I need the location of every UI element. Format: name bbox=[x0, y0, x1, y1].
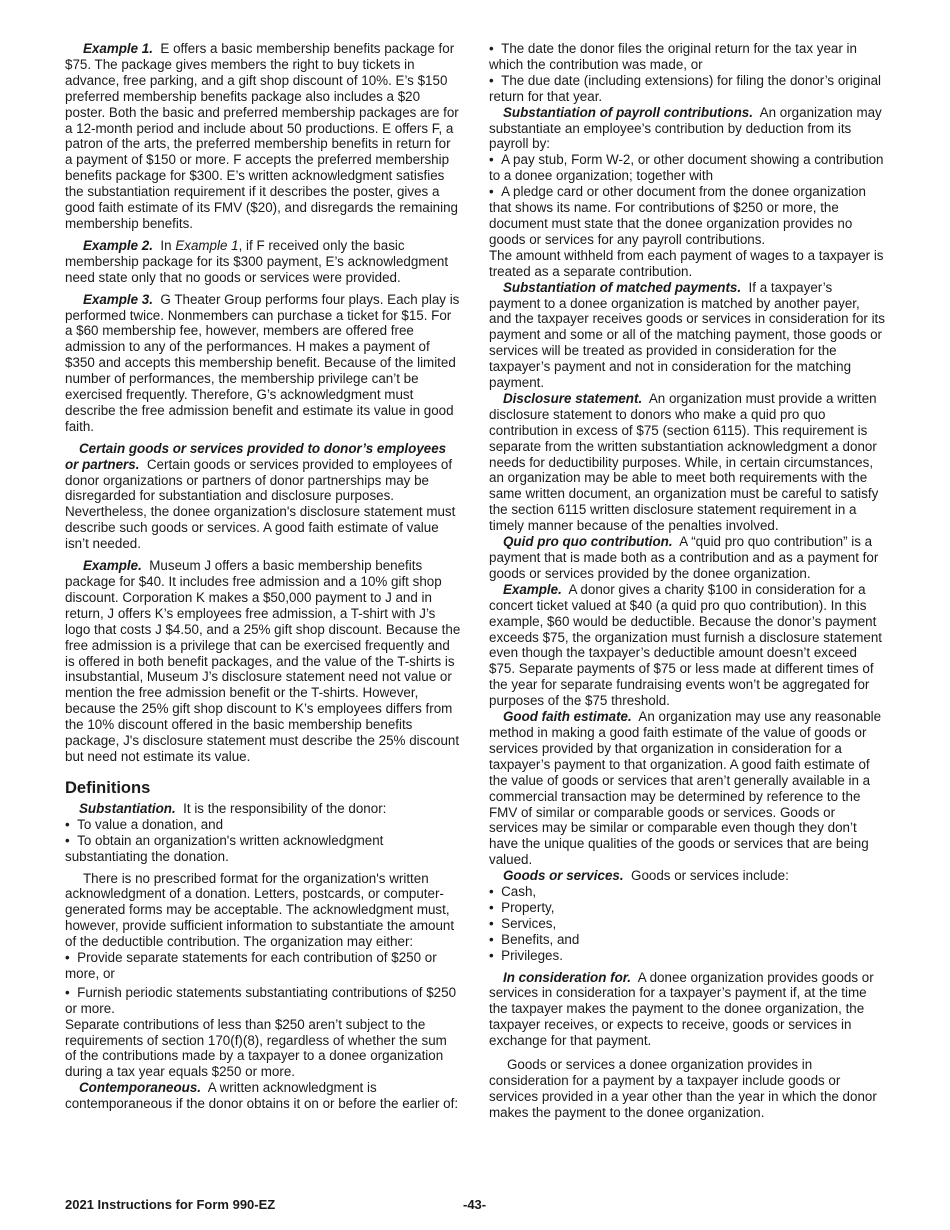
example-2-post: , if F received only the basic membership package for its $300 payment, E’s acknowledgment need state only that no goods or services were provided. bbox=[65, 237, 449, 285]
matched-payments-paragraph bbox=[489, 280, 885, 391]
quid-pro-quo-paragraph bbox=[489, 534, 885, 582]
bullet-icon: • bbox=[65, 816, 78, 832]
good-faith-paragraph bbox=[489, 709, 885, 868]
museum-example-body: Museum J offers a basic membership benefits package for $40. It includes free admission and a 10% gift shop discount. Corporation K makes a $50,000 payment to J and in return, J offers K’s employees free admission, a T-shirt with J’s logo that costs J $4.50, and a 25% gift shop discount. Because the free admission is a privilege that can be exercised frequently and is offered in both benefit packages, and the value of the T-shirts is insubstantial, Museum J’s disclosure statement need not value or mention the free admission benefit or the T-shirts. However, because the 25% gift shop discount to K’s employees differs from the 10% discount offered in the basic membership benefits package, J's disclosure statement must describe the 25% discount but need not estimate its value. bbox=[65, 558, 461, 764]
museum-example-paragraph bbox=[65, 558, 461, 765]
consideration-label: In consideration for. bbox=[503, 969, 631, 985]
bullet-icon: • bbox=[489, 184, 502, 200]
right-column bbox=[489, 41, 885, 1121]
bullet-text: The date the donor files the original return for the tax year in which the contribution was made, or bbox=[489, 41, 857, 72]
list-item bbox=[489, 900, 885, 916]
matched-payments-label: Substantiation of matched payments. bbox=[503, 279, 742, 295]
certain-goods-label: Certain goods or services provided to donor’s employees or partners. bbox=[65, 440, 447, 472]
example-3-body: G Theater Group performs four plays. Each play is performed twice. Nonmembers can purchase a ticket for $15. For a $60 membership fee, however, members are offered free admission to any of the performances. H makes a payment of $350 and accepts this membership benefit. Because of the limited number of performances, the membership privilege can’t be exercised frequently. Therefore, G’s acknowledgment must describe the free admission benefit and estimate its value in good faith. bbox=[65, 291, 460, 434]
bullet-icon: • bbox=[489, 915, 502, 931]
bullet-item bbox=[489, 73, 885, 105]
good-faith-body: An organization may use any reasonable method in making a good faith estimate of the value of goods or services provided by that organization in consideration for a taxpayer’s payment to that organization. A good faith estimate of the value of goods or services that aren’t generally available in a commercial transaction may be determined by reference to the FMV of similar or comparable goods or services. Goods or services may be similar or comparable even though they don’t have the unique qualities of the goods or services that are being valued. bbox=[489, 709, 882, 868]
consideration-body: A donee organization provides goods or services in consideration for a taxpayer’s payment if, at the time the taxpayer makes the payment to the donee organization, the taxpayer receives, or expects to receive, goods or services in exchange for that payment. bbox=[489, 969, 874, 1049]
payroll-paragraph bbox=[489, 105, 885, 153]
bullet-item bbox=[65, 950, 461, 982]
consideration-paragraph bbox=[489, 970, 885, 1050]
quid-pro-quo-label: Quid pro quo contribution. bbox=[503, 534, 673, 550]
disclosure-label: Disclosure statement. bbox=[503, 390, 643, 406]
goods-services-body: Goods or services include: bbox=[631, 868, 789, 884]
bullet-icon: • bbox=[489, 947, 502, 963]
example-1-body: E offers a basic membership benefits package for $75. The package gives members the right to buy tickets in advance, free parking, and a gift shop discount of 10%. E’s $150 preferred membership benefits package also includes a $20 poster. Both the basic and preferred membership packages are for a 12-month period and include about 50 productions. E offers F, a patron of the arts, the preferred membership benefits in return for a payment of $150 or more. F accepts the preferred membership benefits package for $300. E’s written acknowledgment satisfies the substantiation requirement if it describes the poster, gives a good faith estimate of its FMV ($20), and disregards the remaining membership benefits. bbox=[65, 41, 459, 231]
museum-example-label: Example. bbox=[83, 558, 142, 574]
certain-goods-body: Certain goods or services provided to employees of donor organizations or partners of donor partnerships may be disregarded for substantiation and disclosure purposes. Nevertheless, the donee organization's disclosure statement must describe such goods or services. A good faith estimate of value isn’t needed. bbox=[65, 456, 456, 552]
bullet-text: To obtain an organization's written acknowledgment substantiating the donation. bbox=[65, 832, 384, 864]
concert-example-label: Example. bbox=[503, 581, 562, 597]
bullet-item bbox=[65, 817, 461, 833]
concert-example-body: A donor gives a charity $100 in consideration for a concert ticket valued at $40 (a quid pro quo contribution). In this example, $60 would be deductible. Because the donor’s payment exceeds $75, the organization must furnish a disclosure statement even though the taxpayer’s deductible amount doesn’t exceed $75. Separate payments of $75 or less made at different times of the year for separate fundraising events won’t be aggregated for purposes of the $75 threshold. bbox=[489, 581, 883, 709]
example-2-ref: Example 1 bbox=[175, 237, 239, 253]
bullet-item bbox=[489, 184, 885, 248]
example-2-label: Example 2. bbox=[83, 237, 153, 253]
bullet-icon: • bbox=[489, 152, 502, 168]
list-item bbox=[489, 948, 885, 964]
goods-services-label: Goods or services. bbox=[503, 868, 624, 884]
bullet-text: Privileges. bbox=[501, 947, 563, 963]
substantiation-label: Substantiation. bbox=[79, 800, 176, 816]
bullet-text: Services, bbox=[501, 915, 557, 931]
separate-contributions-paragraph: Separate contributions of less than $250 aren’t subject to the requirements of section 170(f)(8), regardless of whether the sum of the contributions made by a taxpayer to a donee organization during a tax year equals $250 or more. bbox=[65, 1016, 447, 1080]
matched-payments-body: If a taxpayer’s payment to a donee organization is matched by another payer, and the taxpayer receives goods or services in consideration for its payment and some or all of the matching payment, those goods or services will be treated as provided in consideration for the taxpayer’s payment and not in consideration for the matching payment. bbox=[489, 279, 885, 391]
bullet-text: Furnish periodic statements substantiating contributions of $250 or more. bbox=[65, 984, 457, 1016]
disclosure-body: An organization must provide a written disclosure statement to donors who make a quid pro quo contribution in excess of $75 (section 6115). This requirement is separate from the written substantiation acknowledgment a donor needs for deductibility purposes. While, in certain circumstances, an organization may be able to meet both requirements with the same written document, an organization must be careful to satisfy the section 6115 written disclosure statement requirement in a timely manner because of the penalties involved. bbox=[489, 390, 879, 534]
substantiation-paragraph bbox=[65, 801, 461, 817]
page-number: -43- bbox=[463, 1197, 487, 1212]
bullet-item bbox=[65, 985, 461, 1017]
contemporaneous-paragraph bbox=[65, 1080, 461, 1112]
footer-title: 2021 Instructions for Form 990-EZ bbox=[65, 1197, 276, 1212]
example-1-label: Example 1. bbox=[83, 41, 153, 56]
goods-services-paragraph bbox=[489, 868, 885, 884]
bullet-icon: • bbox=[489, 72, 502, 88]
bullet-icon: • bbox=[65, 950, 78, 966]
bullet-text: To value a donation, and bbox=[77, 816, 224, 832]
list-item bbox=[489, 884, 885, 900]
bullet-text: A pay stub, Form W-2, or other document showing a contribution to a donee organization; together with bbox=[489, 152, 884, 184]
bullet-icon: • bbox=[489, 884, 502, 900]
example-2-paragraph bbox=[65, 238, 461, 286]
left-column bbox=[65, 41, 461, 1112]
bullet-item bbox=[65, 833, 461, 865]
bullet-item bbox=[489, 152, 885, 184]
contemporaneous-body: A written acknowledgment is contemporaneous if the donor obtains it on or before the earlier of: bbox=[65, 1080, 459, 1112]
final-paragraph: Goods or services a donee organization provides in consideration for a payment by a taxpayer include goods or services provided in a year other than the year in which the donor makes the payment to the donee organization. bbox=[489, 1057, 877, 1120]
disclosure-paragraph bbox=[489, 391, 885, 534]
payroll-label: Substantiation of payroll contributions. bbox=[503, 104, 753, 120]
quid-pro-quo-body: A “quid pro quo contribution” is a payment that is made both as a contribution and as a payment for goods or services provided by the donee organization. bbox=[489, 534, 879, 581]
bullet-text: Property, bbox=[501, 899, 555, 915]
certain-goods-paragraph bbox=[65, 441, 461, 552]
bullet-icon: • bbox=[489, 899, 502, 915]
bullet-text: Provide separate statements for each contribution of $250 or more, or bbox=[65, 950, 437, 981]
withheld-paragraph: The amount withheld from each payment of wages to a taxpayer is treated as a separate contribution. bbox=[489, 247, 884, 279]
bullet-text: Benefits, and bbox=[501, 931, 580, 947]
payroll-body: An organization may substantiate an employee’s contribution by deduction from its payroll by: bbox=[489, 104, 882, 152]
bullet-icon: • bbox=[489, 931, 502, 947]
example-1-paragraph bbox=[65, 41, 461, 232]
substantiation-body: It is the responsibility of the donor: bbox=[183, 800, 387, 816]
bullet-icon: • bbox=[65, 984, 78, 1000]
bullet-item bbox=[489, 41, 885, 73]
bullet-icon: • bbox=[65, 832, 78, 848]
list-item bbox=[489, 916, 885, 932]
definitions-heading: Definitions bbox=[65, 778, 151, 797]
bullet-text: Cash, bbox=[501, 884, 537, 900]
concert-example-paragraph bbox=[489, 582, 885, 709]
bullet-text: The due date (including extensions) for filing the donor’s original return for that year. bbox=[489, 72, 882, 104]
example-3-label: Example 3. bbox=[83, 291, 153, 307]
bullet-icon: • bbox=[489, 41, 502, 56]
example-2-pre: In bbox=[160, 237, 172, 253]
list-item bbox=[489, 932, 885, 948]
bullet-text: A pledge card or other document from the donee organization that shows its name. For contributions of $250 or more, the document must state that the donee organization provides no goods or services for any payroll contributions. bbox=[489, 184, 866, 247]
example-3-paragraph bbox=[65, 292, 461, 435]
good-faith-label: Good faith estimate. bbox=[503, 709, 632, 725]
contemporaneous-label: Contemporaneous. bbox=[79, 1080, 202, 1096]
format-paragraph: There is no prescribed format for the organization's written acknowledgment of a donation. Letters, postcards, or computer-generated forms may be acceptable. The acknowledgment must, however, provide sufficient information to substantiate the amount of the deductible contribution. The organization may either: bbox=[65, 870, 455, 950]
